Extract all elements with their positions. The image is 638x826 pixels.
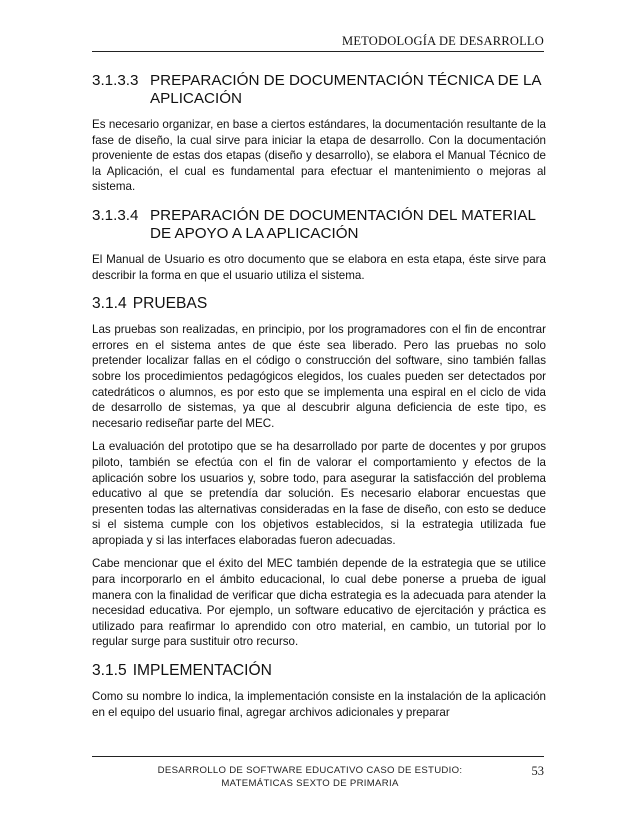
- running-footer: [140, 765, 480, 790]
- paragraph: El Manual de Usuario es otro documento que se elabora en esta etapa, éste sirve para describir la forma en que el usuario utiliza el sistema.: [92, 252, 546, 282]
- heading-title: PREPARACIÓN DE DOCUMENTACIÓN DEL MATERIAL DE APOYO A LA APLICACIÓN: [150, 206, 536, 242]
- paragraph: Las pruebas son realizadas, en principio, por los programadores con el fin de encontrar errores en el sistema antes de que éste sea liberado. Pero las pruebas no solo pretender localizar fallas en el código o construcción del software, sino también fallas sobre los procedimientos pedagógicos elegidos, los cuales pueden ser detectados por catedráticos o alumnos, es por esto que se implementa una espiral en el ciclo de vida de desarrollo de sistemas, ya que al descubrir alguna deficiencia de este tipo, es necesario rediseñar parte del MEC.: [92, 323, 546, 430]
- header-rule: [92, 51, 544, 52]
- page-content: [92, 72, 546, 728]
- heading-title: PRUEBAS: [132, 295, 208, 313]
- heading-3-1-4: [92, 295, 546, 313]
- footer-rule: [92, 756, 544, 757]
- heading-3-1-5: [92, 662, 546, 680]
- heading-3-1-3-3: [92, 72, 546, 108]
- footer-line: DESARROLLO DE SOFTWARE EDUCATIVO CASO DE ESTUDIO:: [157, 765, 463, 776]
- paragraph: Cabe mencionar que el éxito del MEC también depende de la estrategia que se utilice para incorporarlo en el ámbito educacional, lo cual debe ponerse a prueba de igual manera con la finalidad de verificar que dicha estrategia es la adecuada para atender la necesidad educativa. Por ejemplo, un software educativo de ejercitación y práctica es utilizado para reafirmar lo aprendido con otro material, en cambio, un tutorial por lo regular surge para sustituir otro recurso.: [92, 557, 546, 649]
- heading-title: PREPARACIÓN DE DOCUMENTACIÓN TÉCNICA DE LA APLICACIÓN: [150, 72, 541, 107]
- heading-number: 3.1.3.3: [92, 72, 139, 89]
- heading-number: 3.1.4: [92, 295, 127, 313]
- page-number: 53: [531, 764, 544, 778]
- paragraph: Es necesario organizar, en base a ciertos estándares, la documentación resultante de la fase de diseño, la cual sirve para iniciar la etapa de desarrollo. Con la documentación proveniente de estas dos etapas (diseño y desarrollo), se elabora el Manual Técnico de la Aplicación, el cual es fundamental para efectuar el mantenimiento o mejoras al sistema.: [92, 118, 546, 194]
- heading-3-1-3-4: [92, 207, 546, 243]
- running-header: METODOLOGÍA DE DESARROLLO: [342, 34, 544, 48]
- heading-title: IMPLEMENTACIÓN: [132, 662, 272, 680]
- heading-number: 3.1.5: [92, 662, 127, 680]
- paragraph: Como su nombre lo indica, la implementación consiste en la instalación de la aplicación en el equipo del usuario final, agregar archivos adicionales y preparar: [92, 690, 546, 719]
- footer-line: MATEMÁTICAS SEXTO DE PRIMARIA: [221, 777, 399, 789]
- heading-number: 3.1.3.4: [92, 206, 139, 224]
- paragraph: La evaluación del prototipo que se ha desarrollado por parte de docentes y por grupos piloto, también se efectúa con el fin de valorar el comportamiento y efectos de la aplicación sobre los usuarios y, sobre todo, para asegurar la satisfacción del problema educativo al que se pretendía dar solución. Es necesario elaborar encuestas que presenten todas las alternativas consideradas en la fase de diseño, con esto se deduce si el sistema cumple con los objetivos establecidos, si la estrategia utilizada fue apropiada y si las interfaces elaboradas fueron adecuadas.: [92, 440, 546, 547]
